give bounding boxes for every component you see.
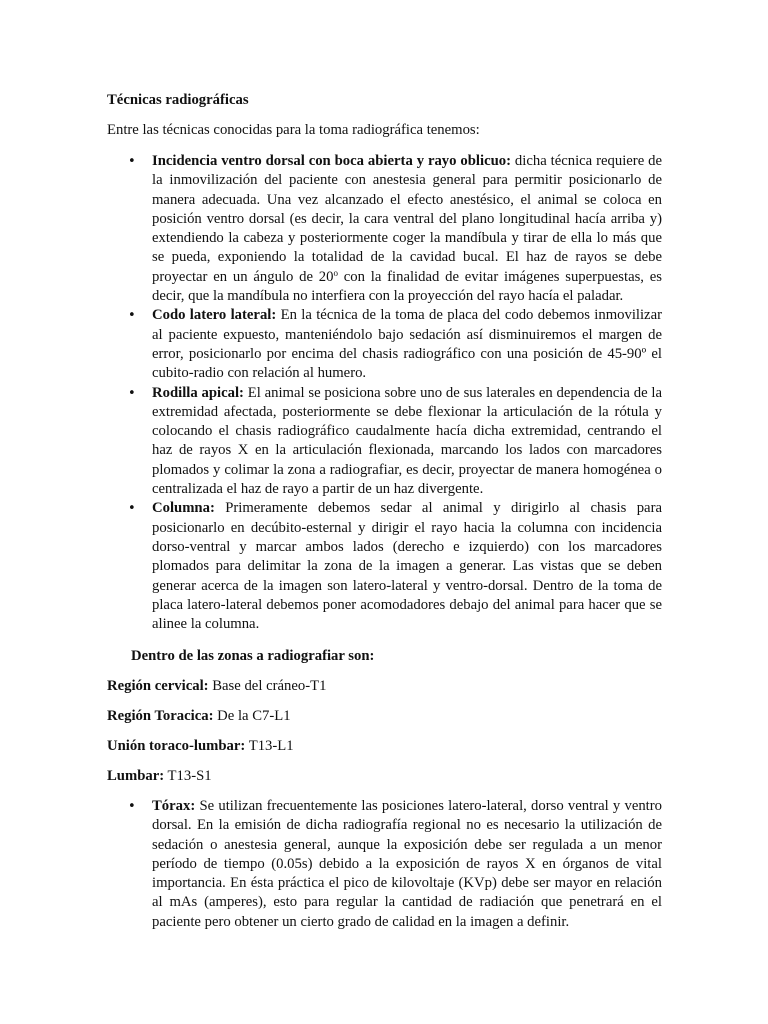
zone-row: Unión toraco-lumbar: T13-L1	[107, 738, 294, 754]
technique-text: En la técnica de la toma de placa del codo debemos inmovilizar al paciente expuesto, manteniéndolo bajo sedación así disminuiremos el margen de error, posicionarlo por encima del chasis radiográfico con una posición de 45-90º el cubito-radio con relación al humero.	[152, 307, 662, 382]
technique-term: Codo latero lateral:	[152, 307, 277, 324]
page-title: Técnicas radiográficas	[107, 92, 249, 108]
list-item	[107, 384, 662, 500]
list-item	[107, 306, 662, 383]
intro-paragraph: Entre las técnicas conocidas para la toma radiográfica tenemos:	[107, 122, 480, 138]
technique-text: con la finalidad de evitar imágenes superpuestas, es decir, que la mandíbula no interfiera con la proyección del rayo hacía el paladar.	[152, 268, 662, 305]
thorax-list	[107, 797, 662, 932]
zone-row: Región cervical: Base del cráneo-T1	[107, 678, 327, 694]
list-item	[107, 152, 662, 306]
degree-superscript: o	[333, 267, 338, 278]
zones-heading: Dentro de las zonas a radiografiar son:	[131, 648, 375, 664]
technique-term: Tórax:	[152, 798, 196, 814]
techniques-list	[107, 152, 662, 634]
technique-text: Se utilizan frecuentemente las posiciones latero-lateral, dorso ventral y ventro dorsal. En la emisión de dicha radiografía regional no es necesario la utilización de sedación o anestesia general, aunque la exposición debe ser regulada a un menor período de tiempo (0.05s) debido a la exposición de rayos X en órganos de vital importancia. En ésta práctica el pico de kilovoltaje (KVp) debe ser mayor en relación al mAs (amperes), esto para regular la cantidad de radiación que penetrará en el paciente pero obtener un cierto grado de calidad en la imagen a definir.	[152, 798, 662, 930]
list-item	[107, 499, 662, 634]
zone-row: Región Toracica: De la C7-L1	[107, 708, 291, 724]
list-item	[107, 797, 662, 932]
technique-text: Primeramente debemos sedar al animal y dirigirlo al chasis para posicionarlo en decúbito-esternal y dirigir el rayo hacia la columna con incidencia dorso-ventral y marcar ambos lados (derecho e izquierdo) con los marcadores plomados para delimitar la zona de la imagen a generar. Las vistas que se deben generar acerca de la imagen son latero-lateral y ventro-dorsal. Dentro de la toma de placa latero-lateral debemos poner acomodadores debajo del animal para hacer que se alinee la columna.	[152, 500, 662, 633]
technique-text: dicha técnica requiere de la inmovilización del paciente con anestesia general para permitir posicionarlo de manera adecuada. Una vez alcanzado el efecto anestésico, el animal se coloca en posición ventro dorsal (es decir, la cara ventral del plano longitudinal hacía arriba y) extendiendo la cabeza y posteriormente coger la mandíbula y tirar de ella lo más que se pueda, exponiendo la totalidad de la cavidad bucal. El haz de rayos se debe proyectar en un ángulo de 20	[152, 153, 662, 285]
technique-term: Columna:	[152, 500, 215, 517]
technique-text: El animal se posiciona sobre uno de sus laterales en dependencia de la extremidad afectada, posteriormente se debe flexionar la articulación de la rótula y colocando el chasis radiográfico caudalmente hacía dicha extremidad, centrando el haz de rayos X en la articulación flexionada, marcando los lados con marcadores plomados y colimar la zona a radiografiar, es decir, proyectar de manera homogénea o centralizada el haz de rayo a partir de un haz divergente.	[152, 384, 662, 498]
technique-term: Rodilla apical:	[152, 384, 244, 401]
technique-term: Incidencia ventro dorsal con boca abierta y rayo oblicuo:	[152, 153, 511, 169]
zone-row: Lumbar: T13-S1	[107, 768, 212, 784]
